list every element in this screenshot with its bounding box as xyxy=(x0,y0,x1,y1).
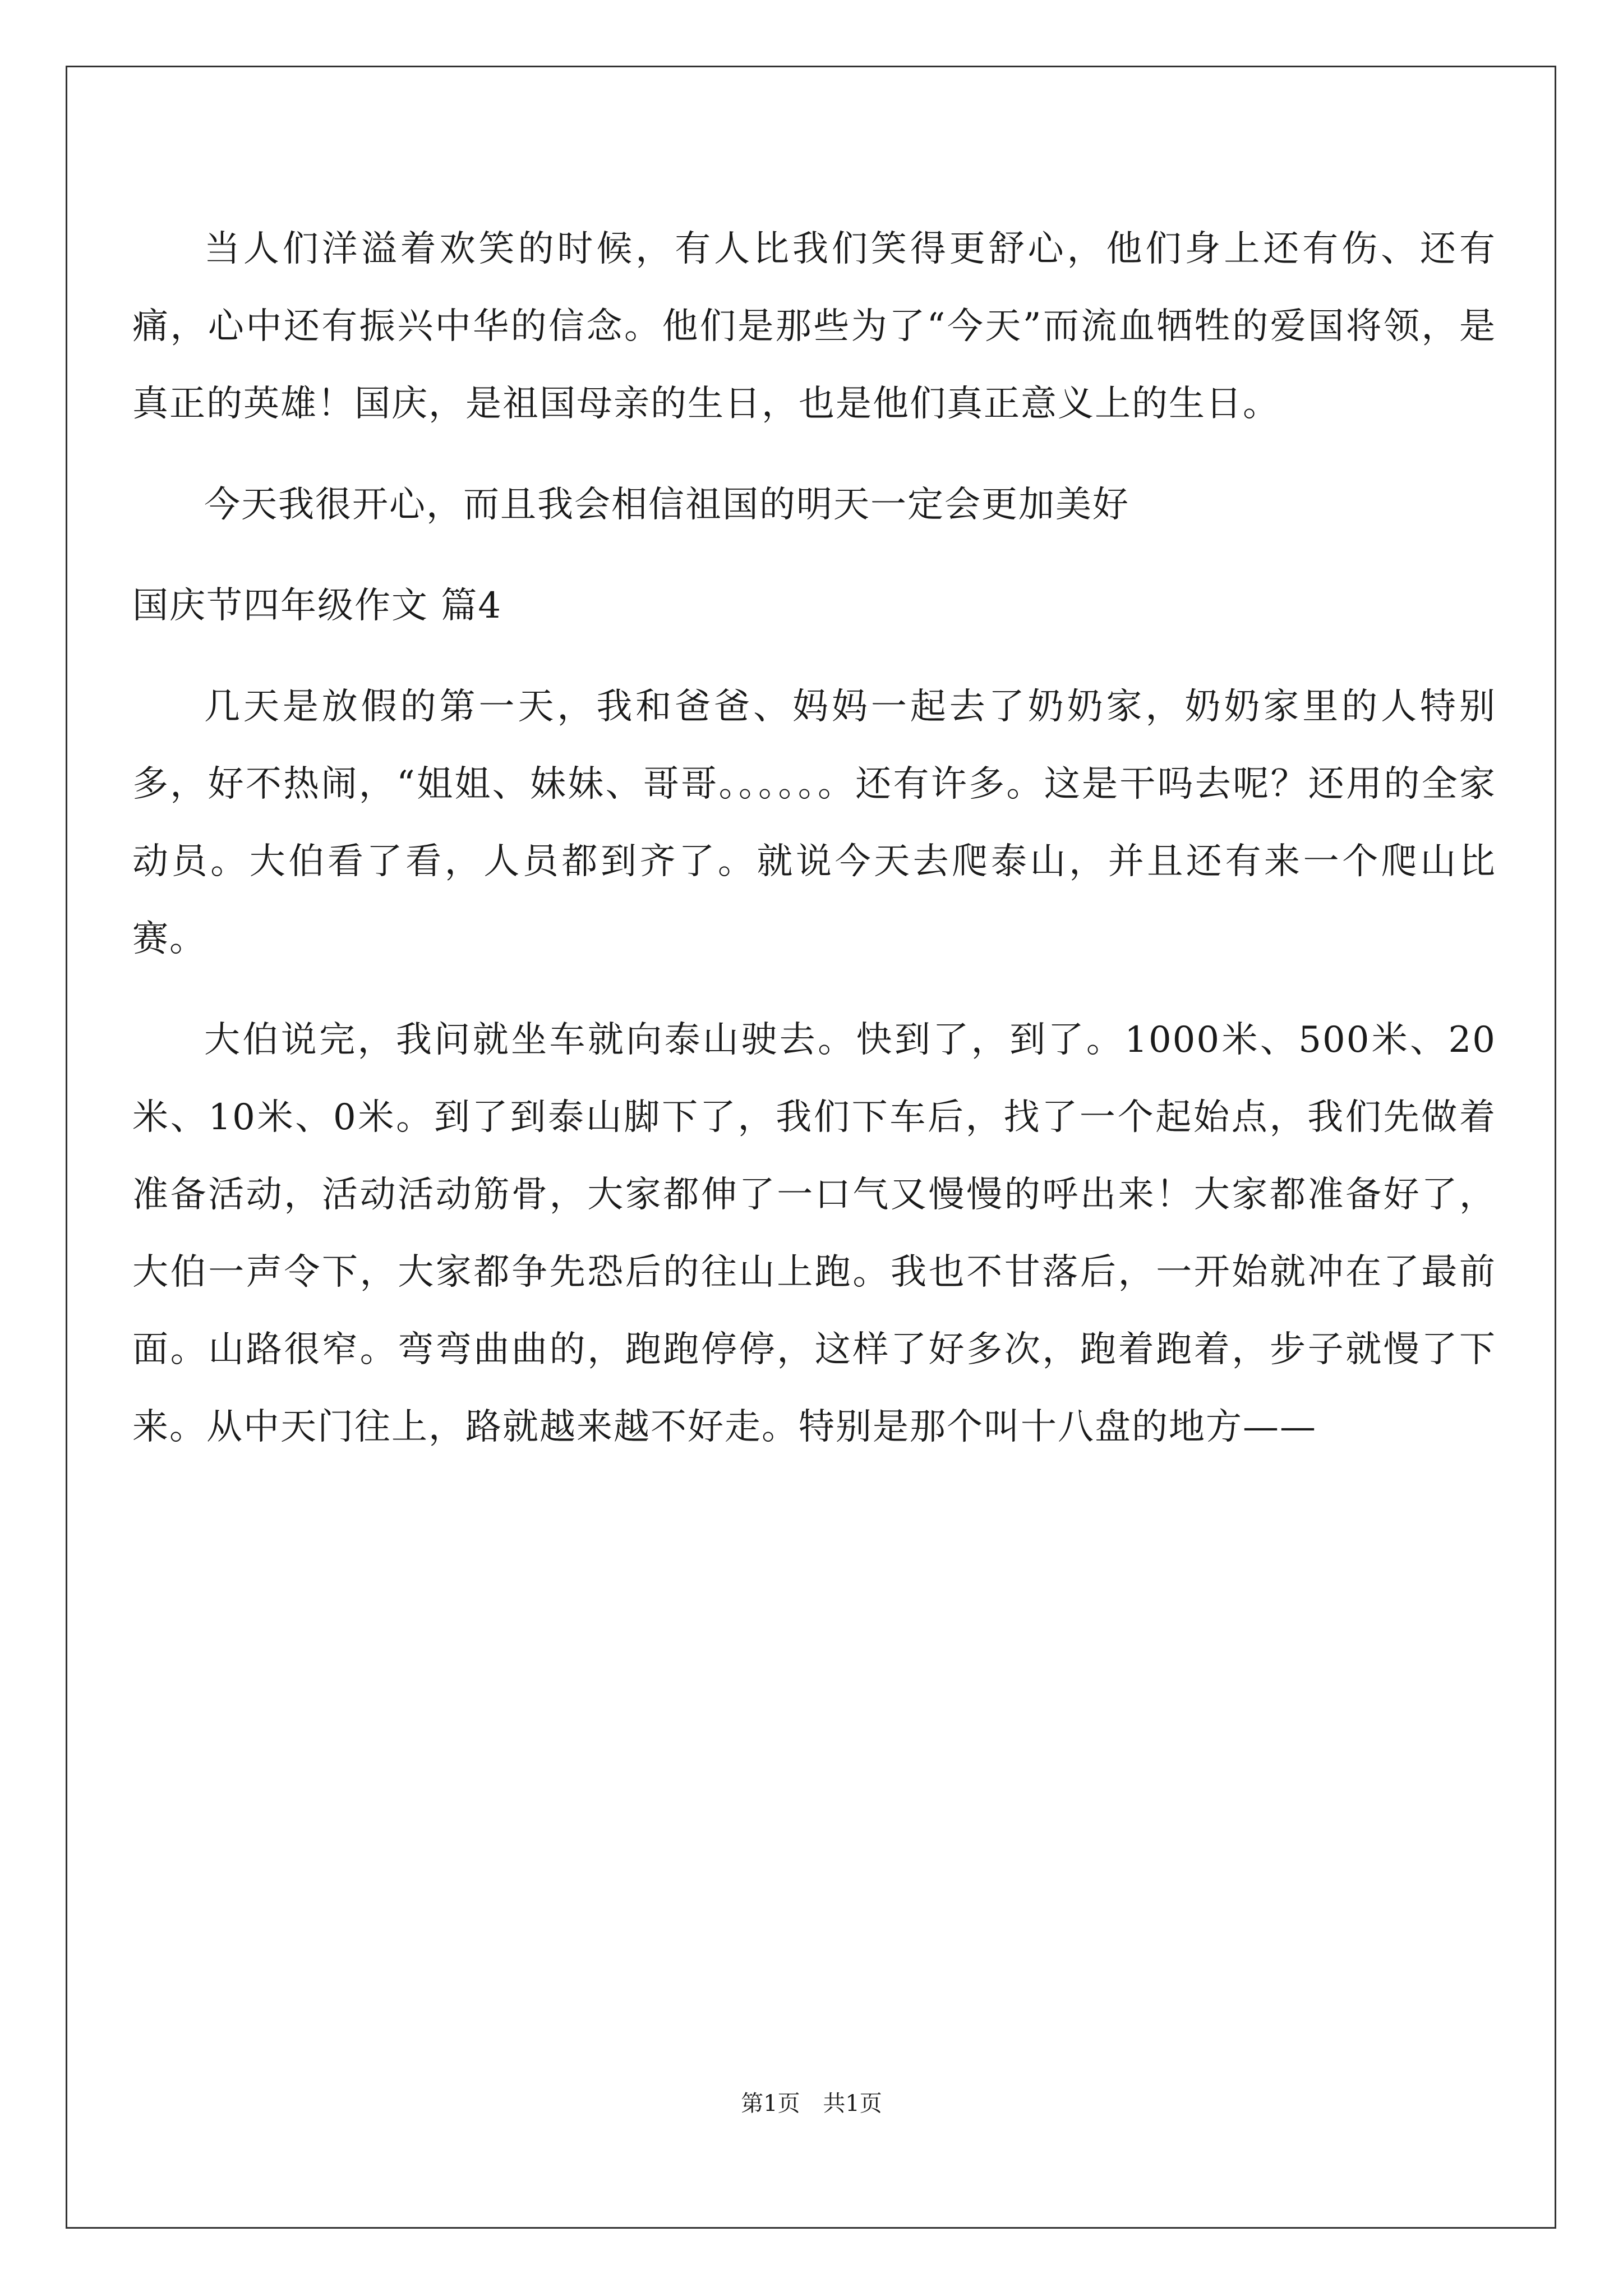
paragraph: 大伯说完，我问就坐车就向泰山驶去。快到了，到了。1000米、500米、20米、10米、0米。到了到泰山脚下了，我们下车后，找了一个起始点，我们先做着准备活动，活动活动筋骨，大家都伸了一口气又慢慢的呼出来！大家都准备好了，大伯一声令下，大家都争先恐后的往山上跑。我也不甘落后，一开始就冲在了最前面。山路很窄。弯弯曲曲的，跑跑停停，这样了好多次，跑着跑着，步子就慢了下来。从中天门往上，路就越来越不好走。特别是那个叫十八盘的地方—— xyxy=(132,1019,1496,1448)
page-footer xyxy=(0,2087,1623,2120)
paragraph: 几天是放假的第一天，我和爸爸、妈妈一起去了奶奶家，奶奶家里的人特别多，好不热闹，“姐姐、妹妹、哥哥。。。。。。还有许多。这是干吗去呢？还用的全家动员。大伯看了看，人员都到齐了。就说今天去爬泰山，并且还有来一个爬山比赛。 xyxy=(132,686,1496,960)
document-body xyxy=(132,210,1496,1489)
section-heading: 国庆节四年级作文 篇4 xyxy=(132,585,502,627)
paragraph: 当人们洋溢着欢笑的时候，有人比我们笑得更舒心，他们身上还有伤、还有痛，心中还有振兴中华的信念。他们是那些为了“今天”而流血牺牲的爱国将领，是真正的英雄！国庆，是祖国母亲的生日，也是他们真正意义上的生日。 xyxy=(132,228,1496,425)
page-number: 第1页 xyxy=(741,2091,800,2116)
page-total: 共1页 xyxy=(823,2091,882,2116)
paragraph: 今天我很开心，而且我会相信祖国的明天一定会更加美好 xyxy=(204,484,1129,526)
